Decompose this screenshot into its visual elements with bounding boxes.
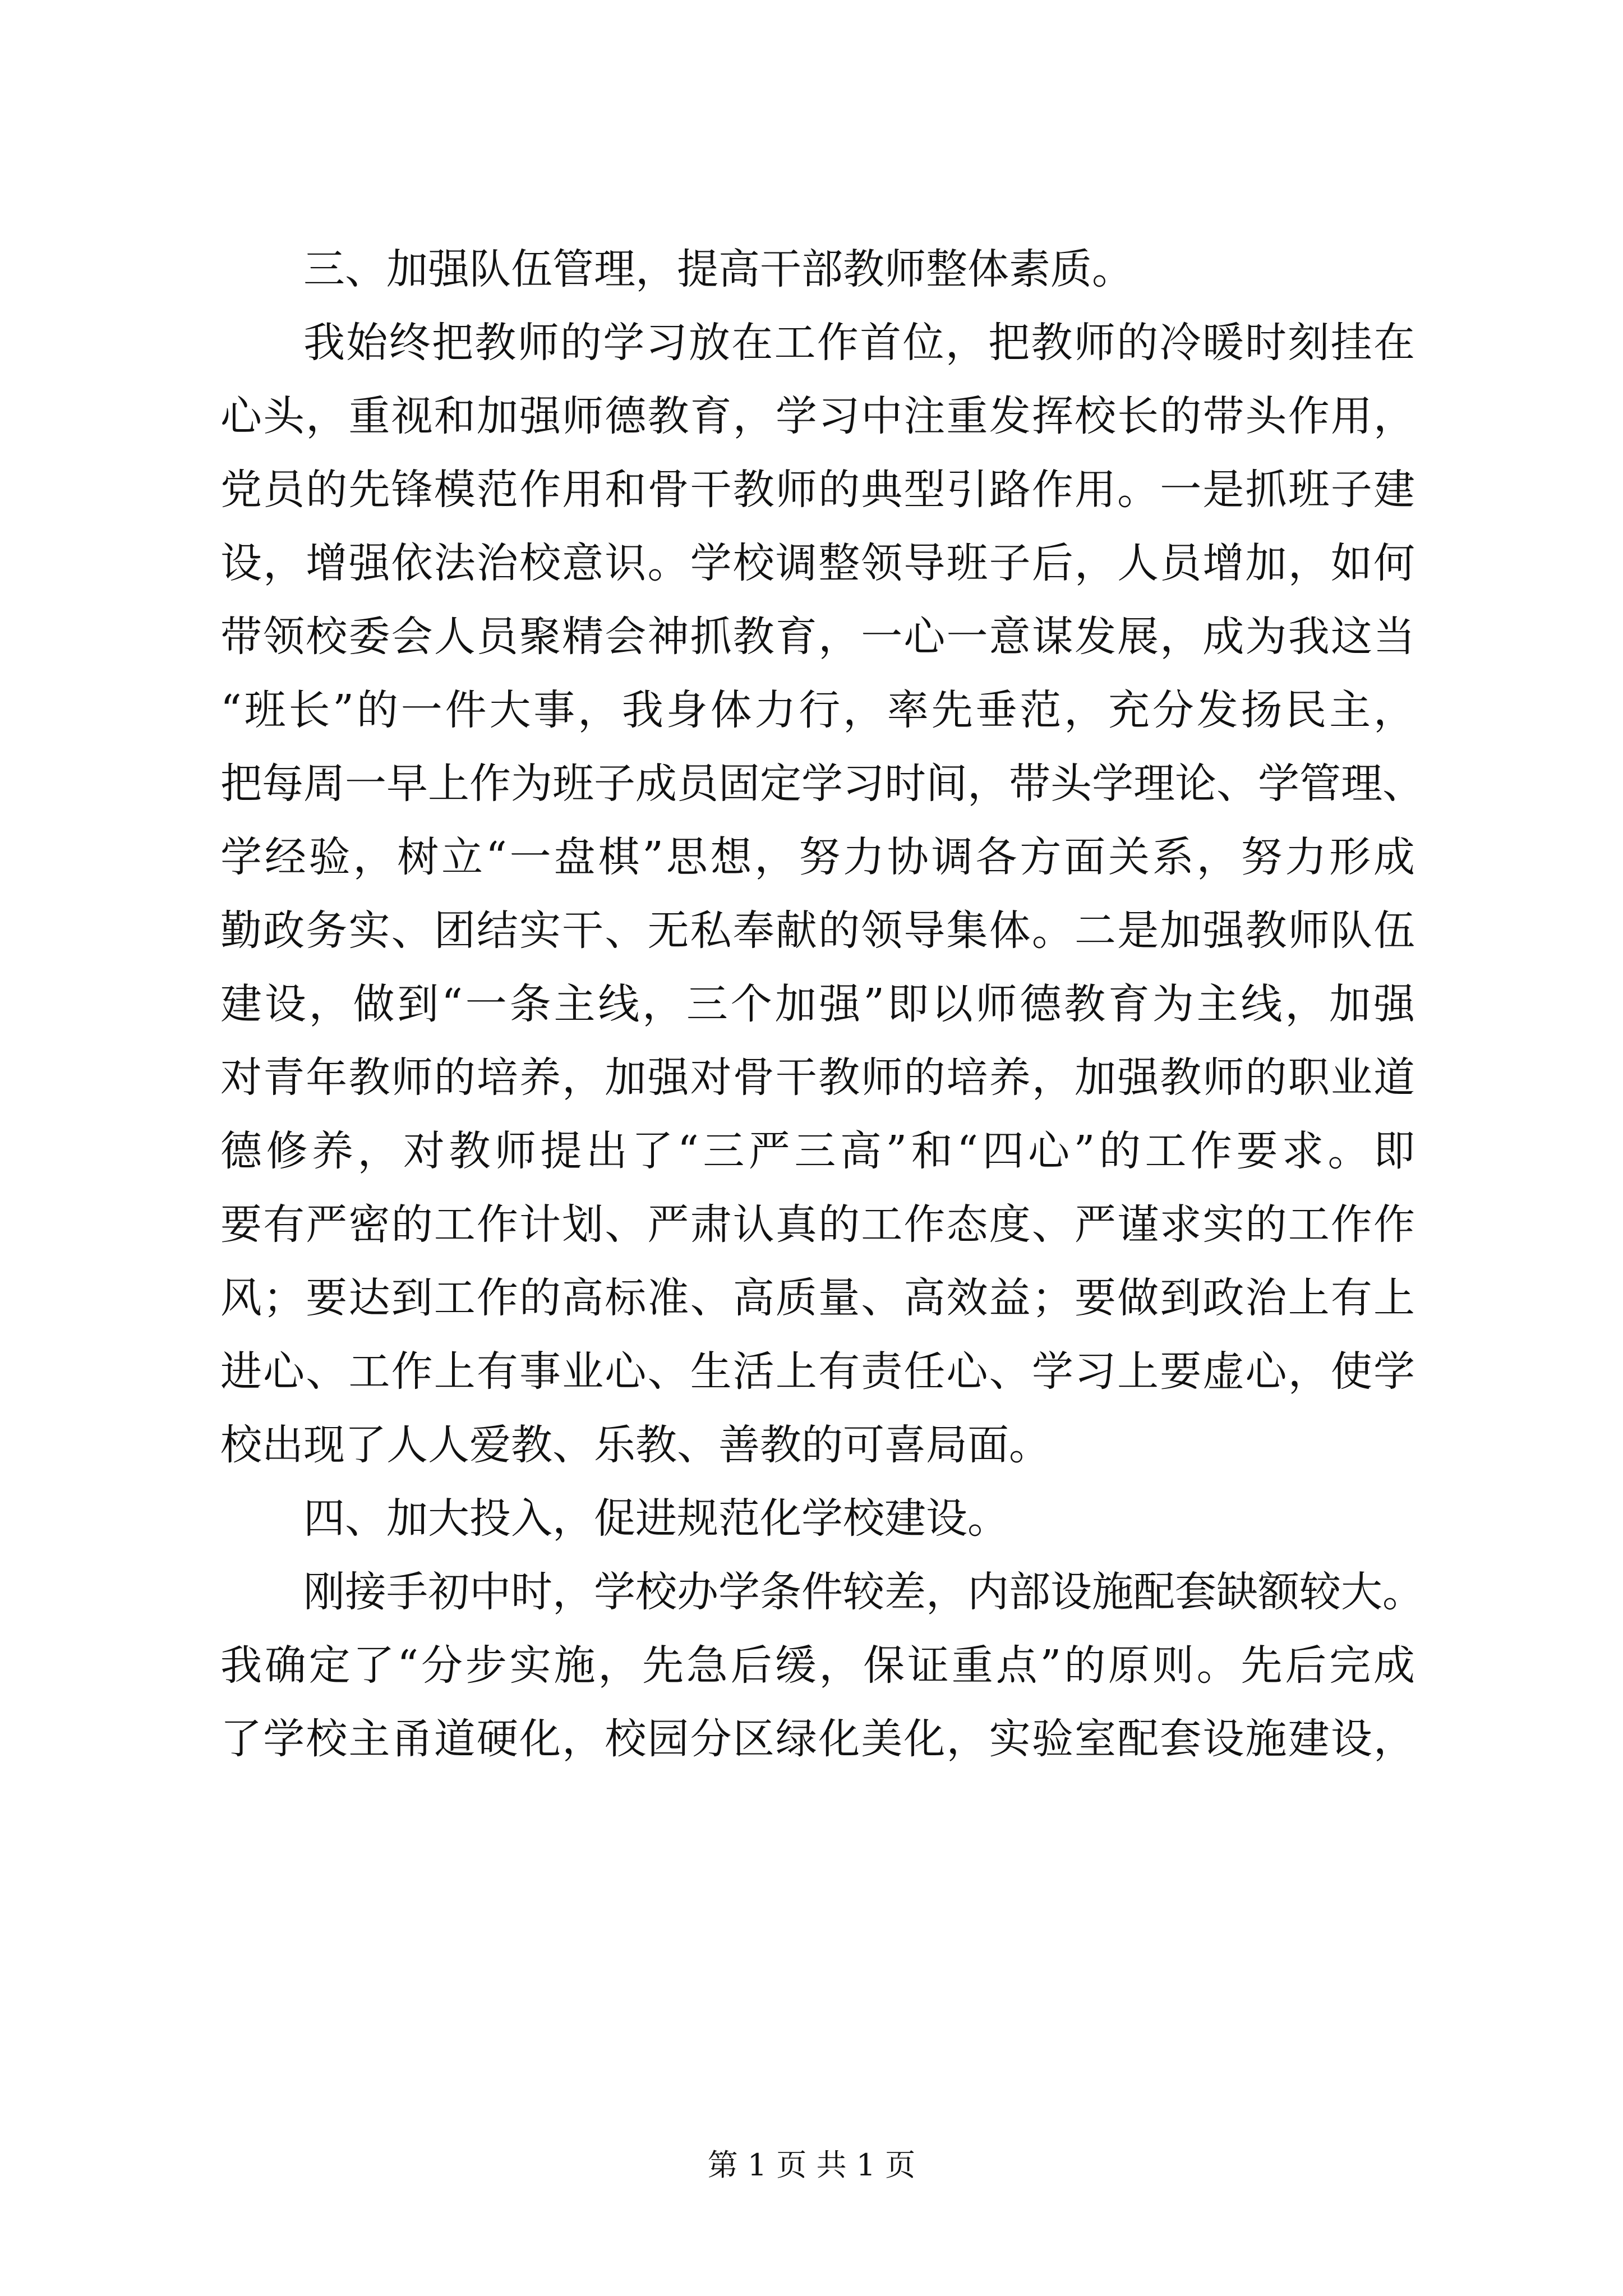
text-line: 建设，做到“一条主线，三个加强”即以师德教育为主线，加强 (220, 980, 1415, 1028)
text-line: 党员的先锋模范作用和骨干教师的典型引路作用。一是抓班子建 (220, 466, 1415, 514)
text-line: 我始终把教师的学习放在工作首位，把教师的冷暖时刻挂在 (303, 319, 1415, 367)
text-line: 设，增强依法治校意识。学校调整领导班子后，人员增加，如何 (220, 539, 1415, 587)
text-line: 对青年教师的培养，加强对骨干教师的培养，加强教师的职业道 (220, 1053, 1415, 1102)
text-line: “班长”的一件大事，我身体力行，率先垂范，充分发扬民主， (220, 686, 1415, 734)
text-line: 四、加大投入，促进规范化学校建设。 (303, 1494, 1009, 1543)
text-line: 德修养，对教师提出了“三严三高”和“四心”的工作要求。即 (220, 1127, 1415, 1175)
text-line: 把每周一早上作为班子成员固定学习时间，带头学理论、学管理、 (220, 760, 1424, 808)
text-line: 三、加强队伍管理，提高干部教师整体素质。 (303, 245, 1133, 293)
text-line: 我确定了“分步实施，先急后缓，保证重点”的原则。先后完成 (220, 1641, 1415, 1690)
text-line: 进心、工作上有事业心、生活上有责任心、学习上要虚心，使学 (220, 1347, 1415, 1396)
text-line: 风；要达到工作的高标准、高质量、高效益；要做到政治上有上 (220, 1274, 1415, 1322)
document-body (220, 233, 1424, 1776)
text-line: 校出现了人人爱教、乐教、善教的可喜局面。 (220, 1421, 1050, 1469)
text-line: 刚接手初中时，学校办学条件较差，内部设施配套缺额较大。 (303, 1568, 1424, 1616)
text-line: 学经验，树立“一盘棋”思想，努力协调各方面关系，努力形成 (220, 833, 1415, 881)
text-line: 了学校主甬道硬化，校园分区绿化美化，实验室配套设施建设， (220, 1715, 1415, 1763)
text-line: 心头，重视和加强师德教育，学习中注重发挥校长的带头作用， (220, 392, 1415, 440)
text-line: 要有严密的工作计划、严肃认真的工作态度、严谨求实的工作作 (220, 1200, 1415, 1249)
text-line: 带领校委会人员聚精会神抓教育，一心一意谋发展，成为我这当 (220, 613, 1415, 661)
page-footer: 第 1 页 共 1 页 (707, 2147, 916, 2183)
text-line: 勤政务实、团结实干、无私奉献的领导集体。二是加强教师队伍 (220, 907, 1415, 955)
